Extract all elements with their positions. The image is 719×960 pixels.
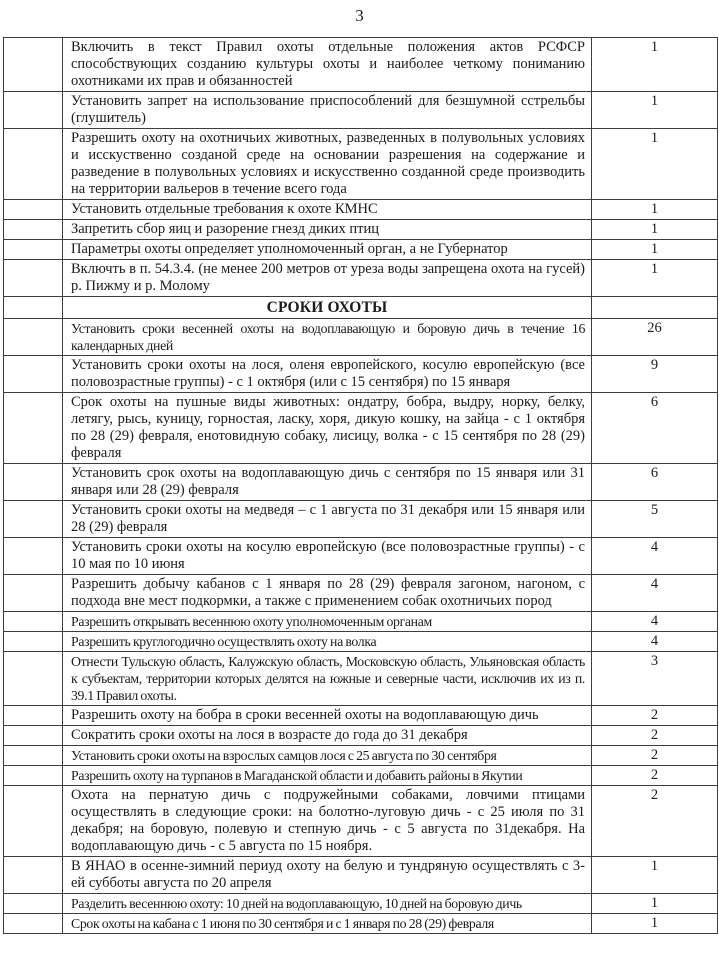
- proposal-row: [4, 706, 718, 726]
- margin-cell: [4, 92, 63, 129]
- votes-count: 1: [592, 129, 718, 200]
- proposal-row: [4, 652, 718, 706]
- votes-count: 6: [592, 464, 718, 501]
- votes-count: 26: [592, 319, 718, 356]
- votes-count: 2: [592, 766, 718, 786]
- proposal-text: Разрешить круглогодично осуществлять охоту на волка: [63, 632, 592, 652]
- proposal-text: Разрешить охоту на охотничьих животных, разведенных в полувольных условиях и исскуственно созданой среде на основании разрешения на содержание и разведение в полувольных условиях и искусственно созданной среде производить на территории вальеров в течение всего года: [63, 129, 592, 200]
- proposal-row: [4, 92, 718, 129]
- margin-cell: [4, 319, 63, 356]
- votes-count: 2: [592, 746, 718, 766]
- votes-count: 1: [592, 894, 718, 914]
- margin-cell: [4, 200, 63, 220]
- proposal-row: [4, 632, 718, 652]
- page-number: 3: [355, 6, 364, 25]
- proposal-row: [4, 240, 718, 260]
- votes-count: 9: [592, 356, 718, 393]
- votes-count: 2: [592, 706, 718, 726]
- proposal-row: [4, 612, 718, 632]
- margin-cell: [4, 894, 63, 914]
- votes-count: 1: [592, 260, 718, 297]
- votes-count: 1: [592, 38, 718, 92]
- votes-count: 1: [592, 914, 718, 934]
- margin-cell: [4, 706, 63, 726]
- margin-cell: [4, 652, 63, 706]
- votes-count: 1: [592, 92, 718, 129]
- proposal-text: Запретить сбор яиц и разорение гнезд диких птиц: [63, 220, 592, 240]
- proposal-text: Разделить весеннюю охоту: 10 дней на водоплавающую, 10 дней на боровую дичь: [63, 894, 592, 914]
- margin-cell: [4, 914, 63, 934]
- margin-cell: [4, 240, 63, 260]
- margin-cell: [4, 260, 63, 297]
- proposal-text: Установить срок охоты на водоплавающую дичь с сентября по 15 января или 31 января или 28 (29) февраля: [63, 464, 592, 501]
- margin-cell: [4, 857, 63, 894]
- margin-cell: [4, 38, 63, 92]
- proposal-row: [4, 914, 718, 934]
- proposal-text: Разрешить открывать весеннюю охоту уполномоченным органам: [63, 612, 592, 632]
- proposal-row: [4, 200, 718, 220]
- proposal-text: Разрешить охоту на бобра в сроки весенней охоты на водоплавающую дичь: [63, 706, 592, 726]
- proposal-text: Установить сроки охоты на лося, оленя европейского, косулю европейскую (все половозрастные группы) - с 1 октября (или с 15 сентября) по 15 января: [63, 356, 592, 393]
- margin-cell: [4, 746, 63, 766]
- proposal-row: [4, 894, 718, 914]
- votes-count: 4: [592, 632, 718, 652]
- margin-cell: [4, 129, 63, 200]
- proposals-table-body: [4, 38, 718, 934]
- margin-cell: [4, 612, 63, 632]
- proposal-text: В ЯНАО в осенне-зимний периуд охоту на белую и тундряную осуществлять с 3-ей субботы августа по 20 апреля: [63, 857, 592, 894]
- proposal-row: [4, 746, 718, 766]
- proposal-row: [4, 575, 718, 612]
- proposal-text: Установить сроки охоты на медведя – с 1 августа по 31 декабря или 15 января или 28 (29) февраля: [63, 501, 592, 538]
- margin-cell: [4, 726, 63, 746]
- proposal-text: Срок охоты на пушные виды животных: ондатру, бобра, выдру, норку, белку, летягу, рысь, куницу, горностая, ласку, хоря, дикую кошку, на зайца - с 1 октября по 28 (29) февраля, енотовидную собаку, лисицу, волка - с 15 сентября по 28 (29) февраля: [63, 393, 592, 464]
- margin-cell: [4, 297, 63, 319]
- proposal-row: [4, 766, 718, 786]
- proposal-text: Разрешить охоту на турпанов в Магаданской области и добавить районы в Якутии: [63, 766, 592, 786]
- proposal-text: Установить отдельные требования к охоте КМНС: [63, 200, 592, 220]
- votes-count: 1: [592, 220, 718, 240]
- votes-count: 4: [592, 612, 718, 632]
- proposal-text: Охота на пернатую дичь с подружейными собаками, ловчими птицами осуществлять в следующие сроки: на болотно-луговую дичь - с 25 июля по 31 декабря; на боровую, полевую и степную дичь - с 5 августа по 31декабря. На водоплавающую дичь - с 5 августа по 15 ноября.: [63, 786, 592, 857]
- votes-count: 4: [592, 575, 718, 612]
- proposal-row: [4, 260, 718, 297]
- proposal-text: Установить сроки весенней охоты на водоплавающую и боровую дичь в течение 16 календарных дней: [63, 319, 592, 356]
- proposal-row: [4, 464, 718, 501]
- margin-cell: [4, 393, 63, 464]
- votes-count: 1: [592, 200, 718, 220]
- proposal-text: Установить сроки охоты на взрослых самцов лося с 25 августа по 30 сентября: [63, 746, 592, 766]
- votes-count: 1: [592, 240, 718, 260]
- proposal-row: [4, 393, 718, 464]
- proposal-text: Установить запрет на использование приспособлений для безшумной сстрельбы (глушитель): [63, 92, 592, 129]
- proposal-text: Сократить сроки охоты на лося в возрасте до года до 31 декабря: [63, 726, 592, 746]
- proposal-row: [4, 356, 718, 393]
- proposal-row: [4, 220, 718, 240]
- votes-count: 1: [592, 857, 718, 894]
- margin-cell: [4, 538, 63, 575]
- margin-cell: [4, 464, 63, 501]
- proposal-row: [4, 38, 718, 92]
- proposals-table: [3, 37, 718, 934]
- votes-count: 4: [592, 538, 718, 575]
- proposal-row: [4, 786, 718, 857]
- proposal-row: [4, 726, 718, 746]
- proposal-text: Установить сроки охоты на косулю европейскую (все половозрастные группы) - с 10 мая по 10 июня: [63, 538, 592, 575]
- proposal-text: Отнести Тульскую область, Калужскую область, Московскую область, Ульяновская область к субъектам, территории которых делятся на южные и северные части, исключив их из п. 39.1 Правил охоты.: [63, 652, 592, 706]
- votes-count: 5: [592, 501, 718, 538]
- margin-cell: [4, 632, 63, 652]
- proposal-text: Включить в текст Правил охоты отдельные положения актов РСФСР способствующих созданию культуры охоты и наиболее четкому пониманию охотниками их прав и обязанностей: [63, 38, 592, 92]
- proposal-row: [4, 129, 718, 200]
- votes-count: 2: [592, 786, 718, 857]
- section-title: СРОКИ ОХОТЫ: [63, 297, 592, 319]
- proposal-text: Включть в п. 54.3.4. (не менее 200 метров от уреза воды запрещена охота на гусей) р. Пижму и р. Молому: [63, 260, 592, 297]
- margin-cell: [4, 501, 63, 538]
- votes-cell: [592, 297, 718, 319]
- section-header-row: [4, 297, 718, 319]
- margin-cell: [4, 220, 63, 240]
- proposal-row: [4, 857, 718, 894]
- votes-count: 6: [592, 393, 718, 464]
- proposal-text: Срок охоты на кабана с 1 июня по 30 сентября и с 1 января по 28 (29) февраля: [63, 914, 592, 934]
- margin-cell: [4, 786, 63, 857]
- proposal-row: [4, 501, 718, 538]
- margin-cell: [4, 766, 63, 786]
- votes-count: 3: [592, 652, 718, 706]
- margin-cell: [4, 356, 63, 393]
- proposal-text: Параметры охоты определяет уполномоченный орган, а не Губернатор: [63, 240, 592, 260]
- proposal-row: [4, 538, 718, 575]
- votes-count: 2: [592, 726, 718, 746]
- margin-cell: [4, 575, 63, 612]
- proposal-row: [4, 319, 718, 356]
- proposal-text: Разрешить добычу кабанов с 1 января по 28 (29) февраля загоном, нагоном, с подхода вне мест подкормки, а также с применением собак охотничьих пород: [63, 575, 592, 612]
